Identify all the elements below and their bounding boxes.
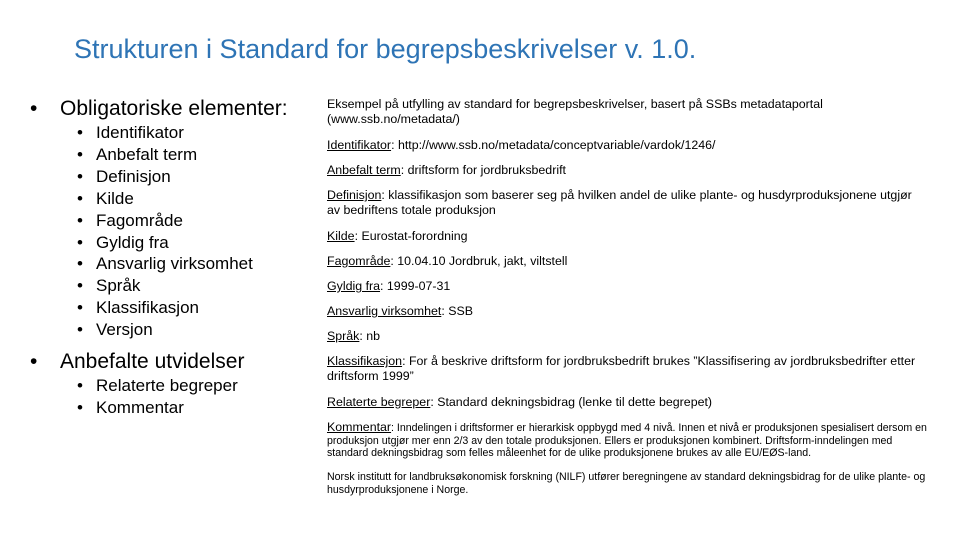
field-comment: Kommentar: Inndelingen i driftsformer er hierarkisk oppbygd med 4 nivå. Innen et nivå er produksjonen spesialisert dersom en produksjon utgjør mer enn 2/3 av den totale produksjonen. Ellers er produksjonen kombinert. Driftsform-inndelingen med standard dekningsbidrag som felles måleenhet for de ulike produksjonene brukes av alle EU/EØS-land. xyxy=(327,420,927,460)
section-mandatory-label: Obligatoriske elementer: xyxy=(60,97,288,120)
page-title: Strukturen i Standard for begrepsbeskrivelser v. 1.0. xyxy=(74,34,697,64)
section-extensions-heading xyxy=(30,349,320,375)
field-valid-from: Gyldig fra: 1999-07-31 xyxy=(327,279,451,293)
list-item: • Språk xyxy=(77,276,141,296)
list-item: • Klassifikasjon xyxy=(77,298,199,318)
field-term: Anbefalt term: driftsform for jordbruksbedrift xyxy=(327,163,566,177)
field-definition: Definisjon: klassifikasjon som baserer seg på hvilken andel de ulike plante- og husdyrproduksjonene utgjør av bedriftens totale produksjon xyxy=(327,188,912,217)
comment-note: Norsk institutt for landbruksøkonomisk forskning (NILF) utfører beregningene av standard dekningsbidrag for de ulike plante- og husdyrproduksjonene i Norge. xyxy=(327,471,926,496)
list-item: • Gyldig fra xyxy=(77,232,169,252)
section-extensions-label: Anbefalte utvidelser xyxy=(60,350,245,374)
field-responsible: Ansvarlig virksomhet: SSB xyxy=(327,304,473,318)
list-item: • Fagområde xyxy=(77,210,183,230)
example-intro: Eksempel på utfylling av standard for begrepsbeskrivelser, basert på SSBs metadataportal (www.ssb.no/metadata/) xyxy=(327,97,823,126)
list-item: • Ansvarlig virksomhet xyxy=(77,254,253,274)
element-list xyxy=(30,96,320,419)
list-item: • Relaterte begreper xyxy=(77,376,238,396)
list-item: • Definisjon xyxy=(77,166,171,186)
list-item: • Kommentar xyxy=(77,397,184,417)
field-source: Kilde: Eurostat-forordning xyxy=(327,229,468,243)
bullet: • xyxy=(30,97,38,120)
field-language: Språk: nb xyxy=(327,329,381,343)
field-subject-area: Fagområde: 10.04.10 Jordbruk, jakt, viltstell xyxy=(327,254,568,268)
field-classification: Klassifikasjon: For å beskrive driftsform for jordbruksbedrift brukes ”Klassifisering av jordbruksbedrifter etter driftsform 1999” xyxy=(327,354,916,383)
list-item: • Identifikator xyxy=(77,123,184,142)
list-item: • Anbefalt term xyxy=(77,144,198,164)
list-item: • Versjon xyxy=(77,320,153,340)
mandatory-list xyxy=(30,122,320,341)
list-item: • Kilde xyxy=(77,188,134,208)
field-related: Relaterte begreper: Standard dekningsbidrag (lenke til dette begrepet) xyxy=(327,395,713,409)
section-mandatory-heading xyxy=(30,96,320,122)
extensions-list xyxy=(30,375,320,419)
field-identifier: Identifikator: http://www.ssb.no/metadata/conceptvariable/vardok/1246/ xyxy=(327,138,716,152)
bullet: • xyxy=(30,350,38,374)
